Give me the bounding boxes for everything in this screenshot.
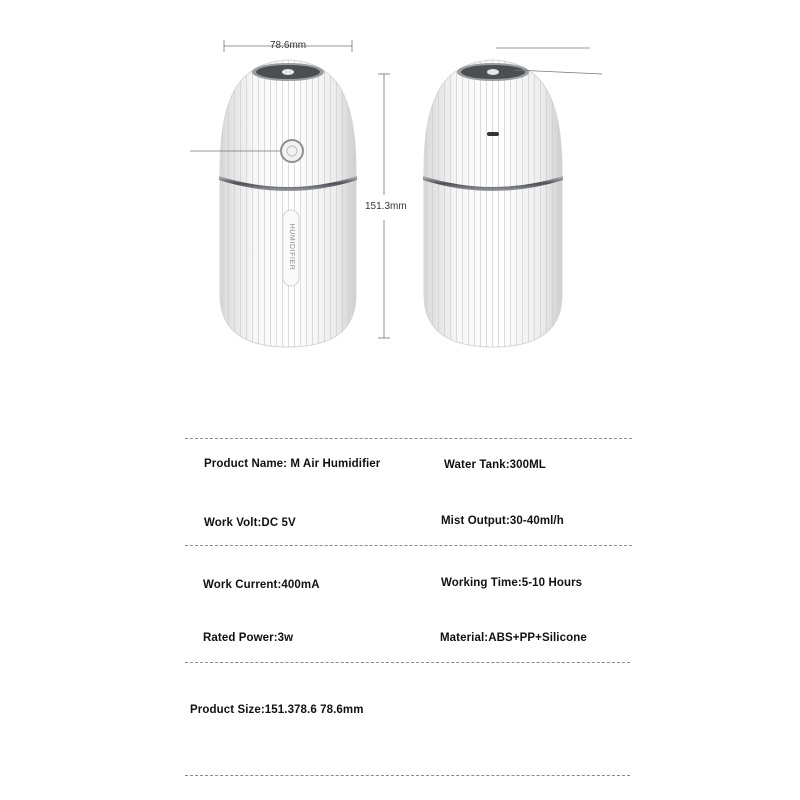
spec-work-volt: Work Volt:DC 5V: [204, 517, 296, 529]
usb-port-icon: [487, 132, 499, 136]
width-dimension-label: 78.6mm: [270, 40, 307, 51]
power-button-icon: [281, 140, 303, 162]
humidifier-side-view: [410, 60, 580, 360]
product-illustration: [0, 0, 800, 360]
spec-rated-power: Rated Power:3w: [203, 632, 294, 644]
divider-2: [185, 545, 632, 546]
spec-water-tank: Water Tank:300ML: [444, 459, 546, 471]
height-dimension-label: 151.3mm: [365, 201, 407, 212]
divider-4: [185, 775, 630, 776]
spec-work-current: Work Current:400mA: [203, 579, 320, 591]
humidifier-front-view: [200, 60, 380, 360]
spec-product-name: Product Name: M Air Humidifier: [204, 458, 381, 470]
spec-mist-output: Mist Output:30-40ml/h: [441, 515, 564, 527]
product-body-label: HUMIDIFIER: [288, 223, 295, 271]
divider-3: [185, 662, 630, 663]
divider-1: [185, 438, 632, 439]
spec-working-time: Working Time:5-10 Hours: [441, 577, 583, 589]
spec-material: Material:ABS+PP+Silicone: [440, 632, 587, 644]
spec-product-size: Product Size:151.378.6 78.6mm: [190, 704, 364, 716]
